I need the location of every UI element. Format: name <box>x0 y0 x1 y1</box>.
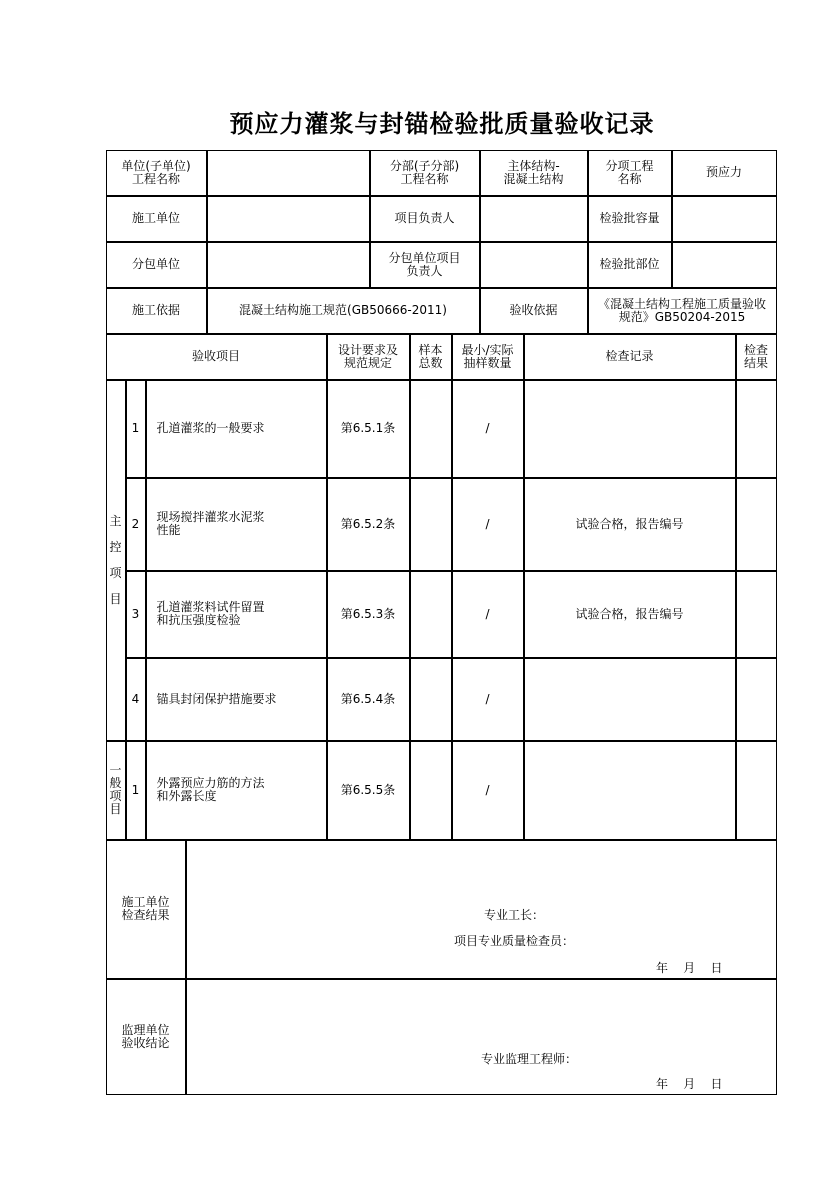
row-result[interactable] <box>736 741 777 840</box>
col-item: 验收项目 <box>106 334 327 380</box>
row-sample-total[interactable] <box>410 478 452 571</box>
sub-manager-label: 分包单位项目 负责人 <box>370 242 480 288</box>
subcontractor-label: 分包单位 <box>106 242 207 288</box>
foreman-label: 专业工长： <box>484 908 545 922</box>
row-min-actual[interactable]: / <box>452 571 524 658</box>
row-record[interactable] <box>524 380 736 478</box>
subcontractor-value[interactable] <box>207 242 370 288</box>
row-item: 孔道灌浆的一般要求 <box>146 380 327 478</box>
contractor-value[interactable] <box>207 196 370 242</box>
row-design: 第6.5.4条 <box>327 658 410 741</box>
subitem-value[interactable]: 预应力 <box>672 150 777 196</box>
row-min-actual[interactable]: / <box>452 380 524 478</box>
row-number: 2 <box>126 478 146 571</box>
row-design: 第6.5.5条 <box>327 741 410 840</box>
row-item: 锚具封闭保护措施要求 <box>146 658 327 741</box>
sub-manager-value[interactable] <box>480 242 588 288</box>
row-min-actual[interactable]: / <box>452 658 524 741</box>
row-number: 4 <box>126 658 146 741</box>
contractor-result-label: 施工单位 检查结果 <box>106 840 186 979</box>
engineer-label: 专业监理工程师： <box>481 1052 578 1066</box>
row-record[interactable]: 试验合格，报告编号 <box>524 478 736 571</box>
row-design: 第6.5.3条 <box>327 571 410 658</box>
row-item: 孔道灌浆料试件留置 和抗压强度检验 <box>146 571 327 658</box>
subitem-label: 分项工程 名称 <box>588 150 672 196</box>
location-value[interactable] <box>672 242 777 288</box>
col-min-actual: 最小/实际 抽样数量 <box>452 334 524 380</box>
supervisor-result-label: 监理单位 验收结论 <box>106 979 186 1095</box>
row-result[interactable] <box>736 658 777 741</box>
row-sample-total[interactable] <box>410 571 452 658</box>
division-label: 分部(子分部) 工程名称 <box>370 150 480 196</box>
row-result[interactable] <box>736 478 777 571</box>
col-design: 设计要求及 规范规定 <box>327 334 410 380</box>
col-record: 检查记录 <box>524 334 736 380</box>
division-value[interactable]: 主体结构- 混凝土结构 <box>480 150 588 196</box>
col-result: 检查 结果 <box>736 334 777 380</box>
main-control-label: 主 控 项 目 <box>106 380 126 741</box>
capacity-label: 检验批容量 <box>588 196 672 242</box>
row-sample-total[interactable] <box>410 741 452 840</box>
basis-label: 施工依据 <box>106 288 207 334</box>
row-min-actual[interactable]: / <box>452 478 524 571</box>
row-result[interactable] <box>736 571 777 658</box>
general-label: 一 般 项 目 <box>106 741 126 840</box>
row-record[interactable]: 试验合格，报告编号 <box>524 571 736 658</box>
date-2: 年 月 日 <box>656 1077 723 1091</box>
unit-label: 单位(子单位) 工程名称 <box>106 150 207 196</box>
row-record[interactable] <box>524 658 736 741</box>
row-number: 3 <box>126 571 146 658</box>
capacity-value[interactable] <box>672 196 777 242</box>
basis-value[interactable]: 混凝土结构施工规范(GB50666-2011) <box>207 288 480 334</box>
row-sample-total[interactable] <box>410 380 452 478</box>
row-item: 现场搅拌灌浆水泥浆 性能 <box>146 478 327 571</box>
row-number: 1 <box>126 380 146 478</box>
manager-value[interactable] <box>480 196 588 242</box>
col-sample-total: 样本 总数 <box>410 334 452 380</box>
location-label: 检验批部位 <box>588 242 672 288</box>
unit-value[interactable] <box>207 150 370 196</box>
acceptance-value[interactable]: 《混凝土结构工程施工质量验收 规范》GB50204-2015 <box>588 288 777 334</box>
manager-label: 项目负责人 <box>370 196 480 242</box>
row-item: 外露预应力筋的方法 和外露长度 <box>146 741 327 840</box>
inspector-label: 项目专业质量检查员： <box>454 934 575 948</box>
page-title: 预应力灌浆与封锚检验批质量验收记录 <box>229 110 655 138</box>
row-design: 第6.5.2条 <box>327 478 410 571</box>
row-record[interactable] <box>524 741 736 840</box>
row-number: 1 <box>126 741 146 840</box>
row-result[interactable] <box>736 380 777 478</box>
date-1: 年 月 日 <box>656 961 723 975</box>
row-design: 第6.5.1条 <box>327 380 410 478</box>
acceptance-label: 验收依据 <box>480 288 588 334</box>
contractor-label: 施工单位 <box>106 196 207 242</box>
row-min-actual[interactable]: / <box>452 741 524 840</box>
contractor-result-area[interactable] <box>186 840 777 979</box>
row-sample-total[interactable] <box>410 658 452 741</box>
